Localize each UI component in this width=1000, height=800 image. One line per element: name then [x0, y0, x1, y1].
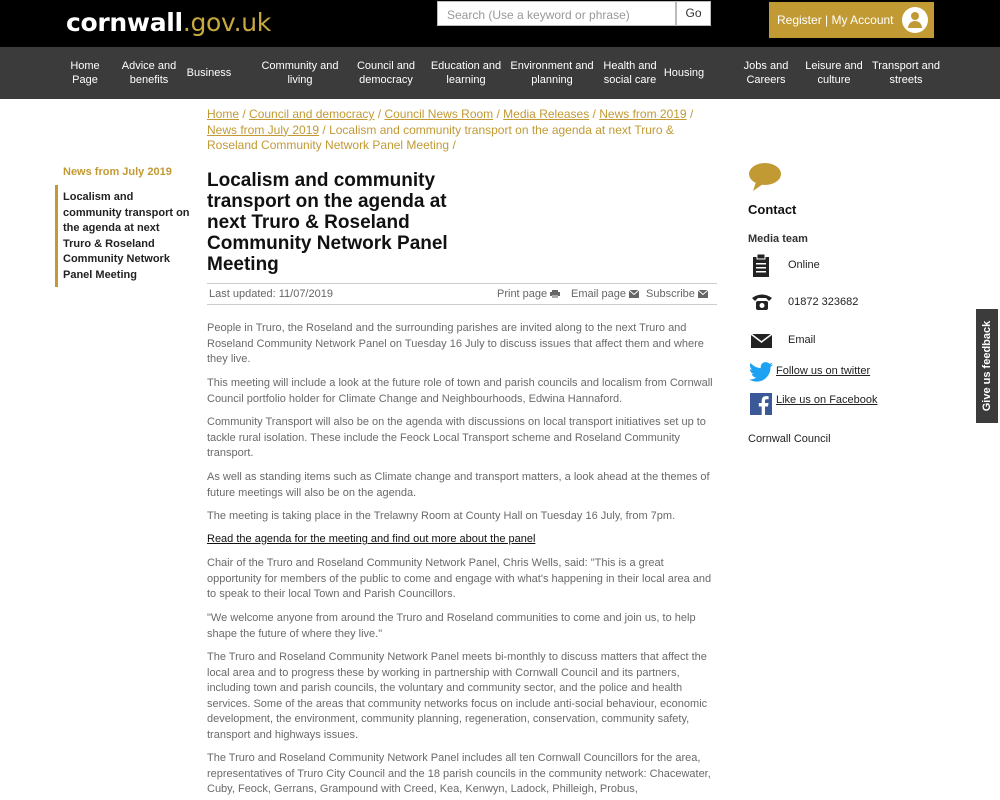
account-label[interactable]: Register | My Account [777, 13, 894, 27]
breadcrumb-separator: / [239, 107, 250, 121]
site-logo[interactable] [66, 8, 271, 37]
breadcrumb-current: Localism and community transport on the agenda at next Truro & Roseland Community Network Panel Meeting [207, 122, 674, 152]
last-updated: Last updated: 11/07/2019 [209, 288, 333, 300]
account-button[interactable] [769, 2, 934, 38]
breadcrumb-media[interactable]: Media Releases [503, 107, 590, 121]
paragraph: "We welcome anyone from around the Truro and Roseland communities to come and join us, to help shape the future of where they live." [207, 612, 696, 640]
search-input[interactable]: Search (Use a keyword or phrase) [437, 1, 676, 26]
nav-leisure-culture[interactable]: Leisure and culture [805, 60, 863, 86]
nav-business[interactable]: Business [186, 67, 232, 79]
clipboard-icon [751, 254, 771, 278]
leftnav-current-item[interactable]: Localism and community transport on the agenda at next Truro & Roseland Community Network Panel Meeting [55, 185, 190, 287]
speech-bubble-icon [748, 162, 782, 192]
twitter-icon [749, 362, 773, 382]
email-page-button[interactable] [571, 288, 639, 300]
paragraph: The Truro and Roseland Community Network Panel includes all ten Cornwall Councillors for the area, representatives of Truro City Council and the 18 parish councils in the community network: Chacewater, Cuby, Feock, Gerrans, Grampound with Creed, Kea, Kenwyn, Ladock, Philleigh, Probus, [207, 752, 711, 795]
breadcrumb-news-2019[interactable]: News from 2019 [599, 107, 687, 121]
envelope-icon [629, 290, 639, 298]
logo-text: cornwall [66, 8, 183, 37]
feedback-label[interactable]: Give us feedback [981, 320, 993, 412]
breadcrumb-separator: / [686, 107, 694, 121]
print-page-label[interactable]: Print page [497, 288, 548, 300]
contact-phone[interactable]: 01872 323682 [788, 296, 859, 308]
breadcrumb-separator: / [449, 138, 456, 152]
paragraph: The Truro and Roseland Community Network Panel meets bi-monthly to discuss matters that affect the local area and to progress these by working in partnership with Cornwall Council and its partners, including town and parish councils, the voluntary and community sector, and the police and health services. Some of the areas that community networks focus on include anti-social behaviour, economic development, the environment, community planning, regeneration, conservation, community safety, transport and highways issues. [207, 651, 708, 741]
article-meta-bar [207, 283, 717, 305]
contact-organisation: Cornwall Council [748, 433, 831, 445]
top-header [0, 0, 1000, 47]
contact-heading: Contact [748, 202, 797, 217]
breadcrumb-newsroom[interactable]: Council News Room [384, 107, 494, 121]
leftnav-section-link[interactable]: News from July 2019 [63, 166, 172, 178]
telephone-icon [751, 293, 773, 311]
subscribe-label[interactable]: Subscribe [646, 288, 695, 300]
breadcrumb-separator: / [374, 107, 385, 121]
paragraph: The meeting is taking place in the Trelawny Room at County Hall on Tuesday 16 July, from 7pm. [207, 510, 676, 522]
breadcrumb-news-july[interactable]: News from July 2019 [207, 122, 320, 137]
nav-housing[interactable]: Housing [663, 67, 705, 79]
nav-jobs-careers[interactable]: Jobs and Careers [743, 60, 789, 86]
facebook-icon [750, 393, 772, 415]
breadcrumb-separator: / [319, 122, 330, 137]
search-go-button[interactable]: Go [676, 1, 711, 26]
twitter-link[interactable]: Follow us on twitter [776, 365, 871, 377]
breadcrumb [207, 107, 702, 154]
print-page-button[interactable] [497, 288, 560, 300]
nav-council-democracy[interactable]: Council and democracy [356, 60, 416, 86]
nav-transport-streets[interactable]: Transport and streets [871, 60, 941, 86]
paragraph: Chair of the Truro and Roseland Community Network Panel, Chris Wells, said: "This is a great opportunity for members of the public to come and engage with what's happening in their local area and to speak to their local Town and Parish Councillors. [207, 557, 712, 600]
paragraph: People in Truro, the Roseland and the surrounding parishes are invited along to the next Truro and Roseland Community Network Panel on Tuesday 16 July to discuss issues that affect them and where they live. [207, 322, 704, 365]
feedback-tab[interactable] [976, 309, 998, 423]
media-team-label: Media team [748, 233, 808, 245]
nav-community-living[interactable]: Community and living [261, 60, 339, 86]
contact-email[interactable]: Email [788, 334, 816, 346]
page-title: Localism and community transport on the agenda at next Truro & Roseland Community Network Panel Meeting [207, 170, 448, 275]
nav-environment-planning[interactable]: Environment and planning [510, 60, 594, 86]
breadcrumb-separator: / [589, 107, 600, 121]
breadcrumb-separator: / [493, 107, 504, 121]
breadcrumb-home[interactable]: Home [207, 107, 240, 121]
nav-advice-benefits[interactable]: Advice and benefits [121, 60, 177, 86]
nav-education-learning[interactable]: Education and learning [430, 60, 502, 86]
nav-health-social-care[interactable]: Health and social care [603, 60, 657, 86]
contact-online[interactable]: Online [788, 259, 820, 271]
main-navigation [0, 47, 1000, 99]
email-page-label[interactable]: Email page [571, 288, 627, 300]
paragraph: This meeting will include a look at the future role of town and parish councils and localism from Cornwall Council portfolio holder for Climate Change and Neighbourhoods, Edwina Hannaford. [207, 377, 713, 405]
agenda-link[interactable]: Read the agenda for the meeting and find out more about the panel [207, 533, 536, 545]
nav-home[interactable]: Home Page [70, 60, 100, 86]
user-icon [902, 7, 928, 33]
paragraph: As well as standing items such as Climate change and transport matters, a look ahead at the themes of future meetings will also be on the agenda. [207, 471, 710, 499]
breadcrumb-council[interactable]: Council and democracy [249, 107, 375, 121]
logo-domain: .gov.uk [182, 8, 271, 37]
subscribe-button[interactable] [646, 288, 708, 300]
envelope-icon [751, 334, 772, 348]
printer-icon [550, 290, 560, 298]
paragraph: Community Transport will also be on the agenda with discussions on local transport initiatives set up to tackle rural isolation. These include the Feock Local Transport scheme and Roseland Community transport. [207, 416, 706, 459]
envelope-icon [698, 290, 708, 298]
facebook-link[interactable]: Like us on Facebook [776, 394, 878, 406]
